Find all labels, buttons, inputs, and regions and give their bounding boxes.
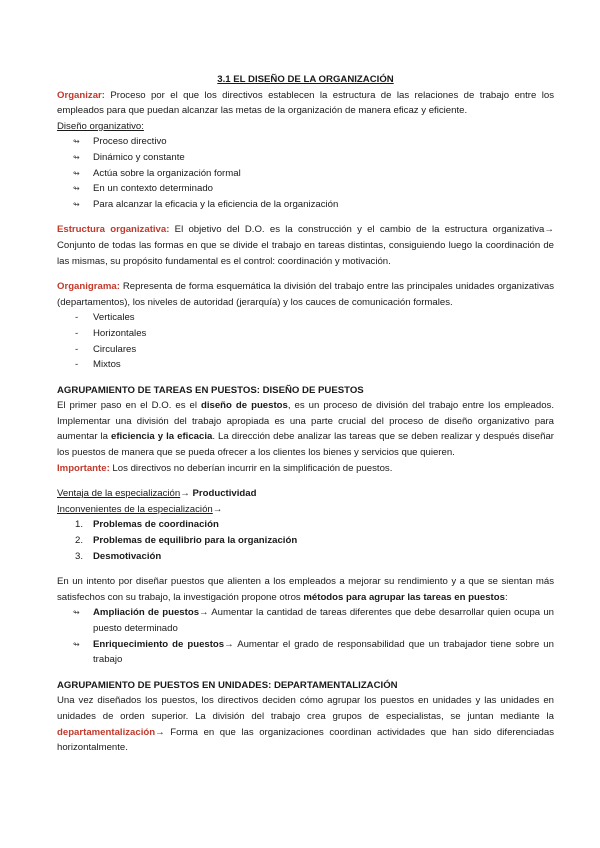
- arrow-bullet-icon: ↬: [73, 137, 80, 147]
- organigrama-list: [57, 310, 554, 372]
- arrow-bullet-icon: ↬: [73, 184, 80, 194]
- list-item: - Horizontales: [57, 326, 554, 342]
- organizar-text: Proceso por el que los directivos establecen la estructura de las relaciones de trabajo entre los empleados para que puedan alcanzar las metas de la organización de manera eficaz y eficiente.: [57, 89, 554, 117]
- estructura-text: El objetivo del D.O. es la construcción y el cambio de la estructura organizativa→ Conjunto de todas las formas en que se divide el trabajo en tareas distintas, consiguiendo luego la coordinación de las mismas, su propósito fundamental es el control: coordinación y motivación.: [57, 224, 554, 267]
- organigrama-text: Representa de forma esquemática la división del trabajo entre las principales unidades organizativas (departamentos), los niveles de autoridad (jerarquía) y los cauces de comunicación formales.: [57, 281, 554, 308]
- list-item: - Verticales: [57, 310, 554, 326]
- dash-bullet: -: [75, 343, 79, 355]
- departamentalizacion-heading: AGRUPAMIENTO DE PUESTOS EN UNIDADES: DEPARTAMENTALIZACIÓN: [57, 679, 398, 691]
- metodos-paragraph: En un intento por diseñar puestos que alienten a los empleados a mejorar su rendimiento y a que se sientan más satisfechos con su trabajo, la investigación propone otros métodos para agrupar las tareas en puestos:: [57, 576, 554, 603]
- arrow-bullet-icon: ↬: [73, 608, 80, 618]
- list-item: - Mixtos: [57, 357, 554, 373]
- list-item: ↬ Dinámico y constante: [57, 150, 554, 166]
- diseno-puestos-paragraph: El primer paso en el D.O. es el diseño de puestos, es un proceso de división del trabajo entre los empleados. Implementar una división del trabajo apropiada es una parte crucial del proceso de diseño organizativo para aumentar la eficiencia y la eficacia. La dirección debe analizar las tareas que se deben realizar y después diseñar los puestos de manera que se pueda ofrecer a los clientes los bienes y servicios que quieren.: [57, 400, 554, 459]
- list-item: 2. Problemas de equilibrio para la organización: [75, 535, 298, 547]
- estructura-term: Estructura organizativa:: [57, 224, 170, 236]
- importante-term: Importante:: [57, 462, 110, 474]
- inconvenientes-line: Inconvenientes de la especialización→: [57, 503, 223, 515]
- organizar-paragraph: [57, 88, 554, 119]
- inconvenientes-list: [57, 517, 554, 564]
- agrupamiento-tareas-heading: AGRUPAMIENTO DE TAREAS EN PUESTOS: DISEÑO DE PUESTOS: [57, 384, 364, 396]
- estructura-paragraph: [57, 222, 554, 269]
- dash-bullet: -: [75, 327, 79, 339]
- list-item: ↬ Actúa sobre la organización formal: [57, 166, 554, 182]
- dash-bullet: -: [75, 359, 79, 371]
- list-item: ↬ En un contexto determinado: [57, 181, 554, 197]
- list-item: ↬ Para alcanzar la eficacia y la eficiencia de la organización: [57, 197, 554, 213]
- metodos-list: [57, 605, 554, 667]
- ventaja-line: Ventaja de la especialización→ Productividad: [57, 488, 257, 500]
- list-item: ↬ Enriquecimiento de puestos→ Aumentar el grado de responsabilidad que un trabajador tiene sobre un trabajo: [73, 638, 554, 666]
- page-title: 3.1 EL DISEÑO DE LA ORGANIZACIÓN: [217, 74, 394, 85]
- list-item: - Circulares: [57, 342, 554, 358]
- organizar-term: Organizar:: [57, 89, 105, 101]
- diseno-label: Diseño organizativo:: [57, 120, 144, 132]
- arrow-bullet-icon: ↬: [73, 639, 80, 649]
- departamentalizacion-paragraph: Una vez diseñados los puestos, los directivos deciden cómo agrupar los puestos en unidades y las unidades en unidades de orden superior. La división del trabajo crea grupos de especialistas, se juntan mediante la departamentalización→ Forma en que las organizaciones coordinan actividades que han sido diferenciadas horizontalmente.: [57, 695, 554, 754]
- list-item: 1. Problemas de coordinación: [75, 519, 219, 531]
- list-item: ↬ Ampliación de puestos→ Aumentar la cantidad de tareas diferentes que debe desarrollar quien ocupa un puesto determinado: [73, 607, 554, 634]
- organigrama-term: Organigrama:: [57, 281, 120, 293]
- arrow-bullet-icon: ↬: [73, 199, 80, 209]
- arrow-bullet-icon: ↬: [73, 152, 80, 162]
- document-page: [57, 72, 554, 756]
- list-item: ↬ Proceso directivo: [57, 134, 554, 150]
- dash-bullet: -: [75, 312, 79, 324]
- list-item: 3. Desmotivación: [75, 550, 162, 562]
- organigrama-paragraph: [57, 279, 554, 310]
- arrow-bullet-icon: ↬: [73, 168, 80, 178]
- diseno-list: [57, 134, 554, 212]
- importante-paragraph: Importante: Los directivos no deberían incurrir en la simplificación de puestos.: [57, 462, 393, 474]
